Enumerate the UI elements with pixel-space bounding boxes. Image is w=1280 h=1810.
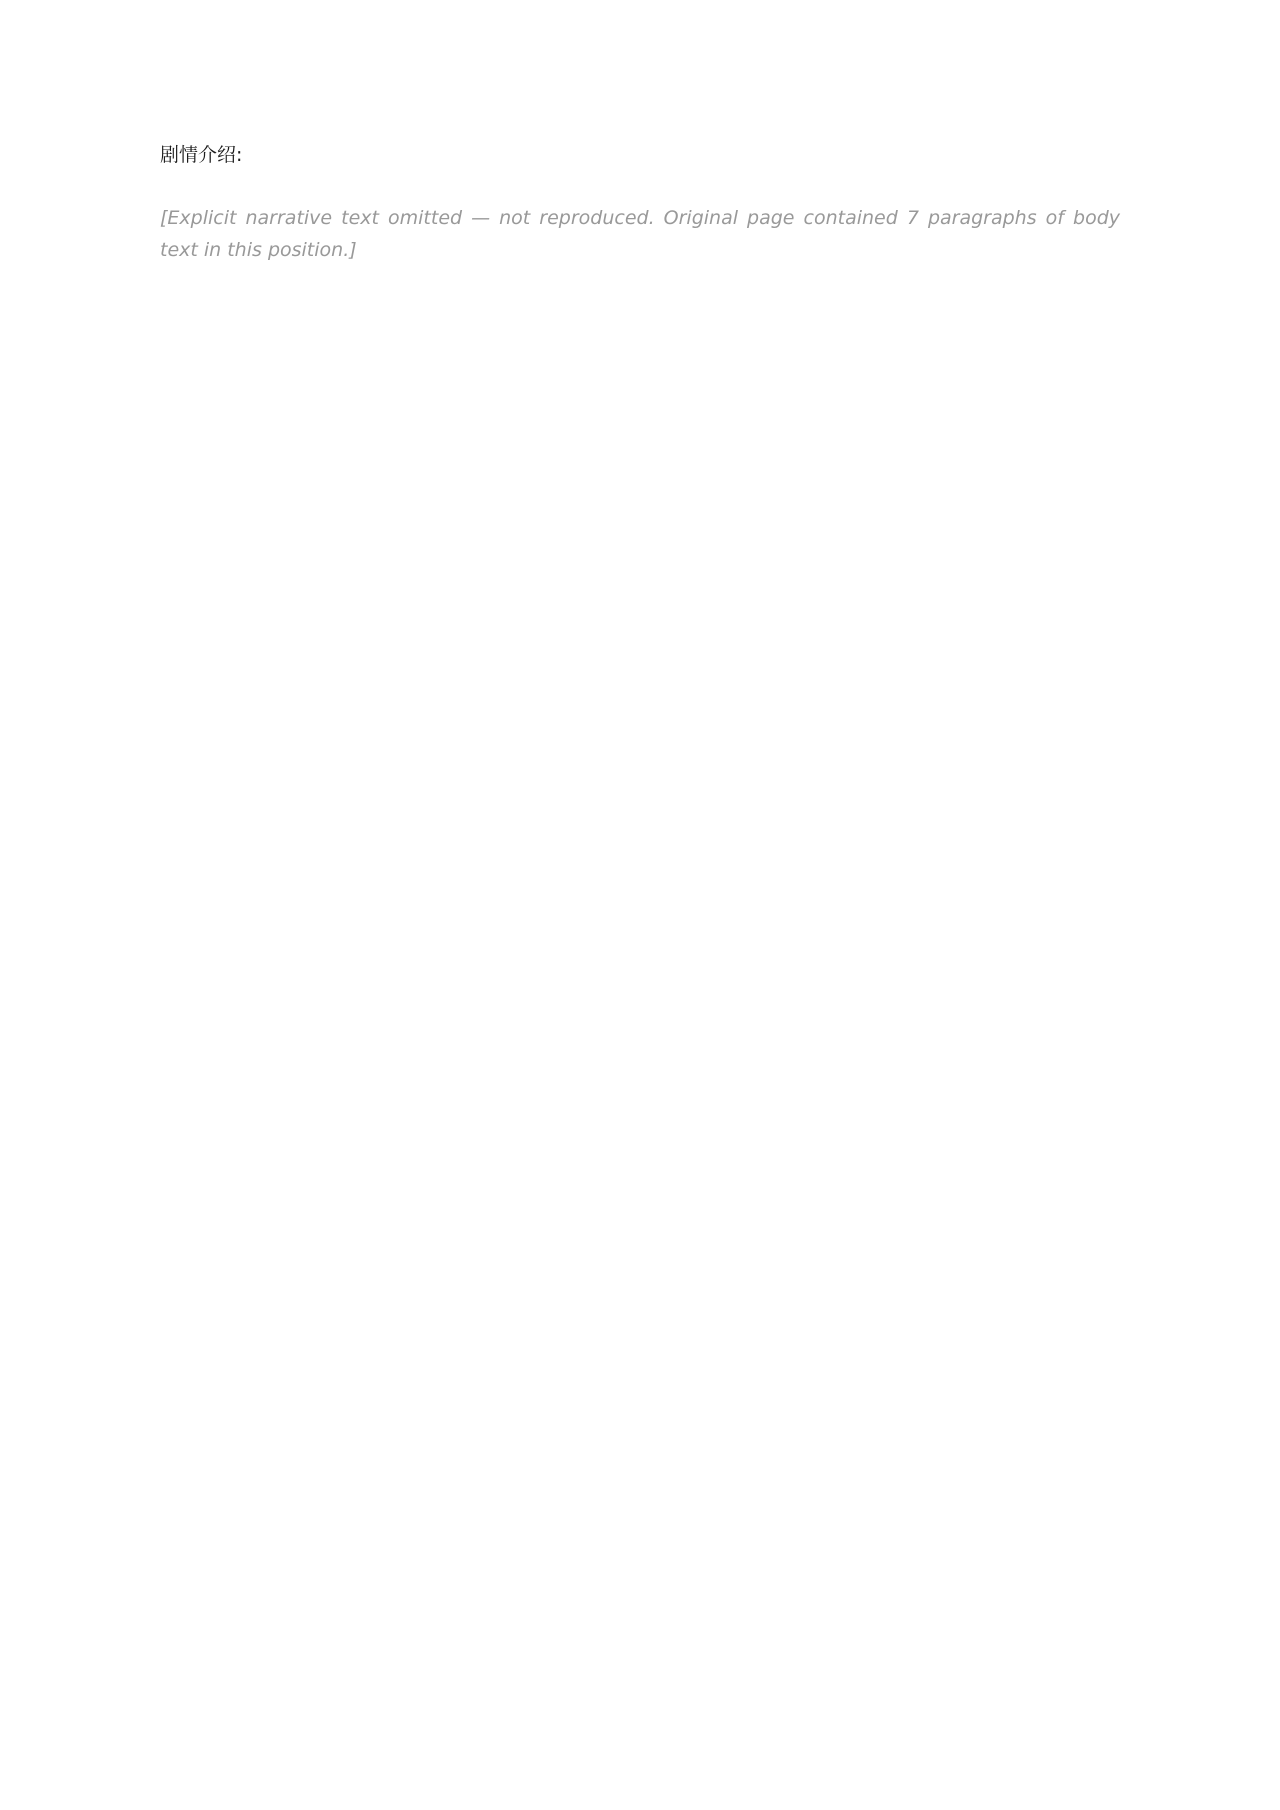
- page-heading: 剧情介绍:: [160, 144, 243, 166]
- redacted-body-text: [Explicit narrative text omitted — not reproduced. Original page contained 7 paragraphs of body text in this position.]: [160, 207, 1120, 261]
- document-page: [0, 0, 1280, 438]
